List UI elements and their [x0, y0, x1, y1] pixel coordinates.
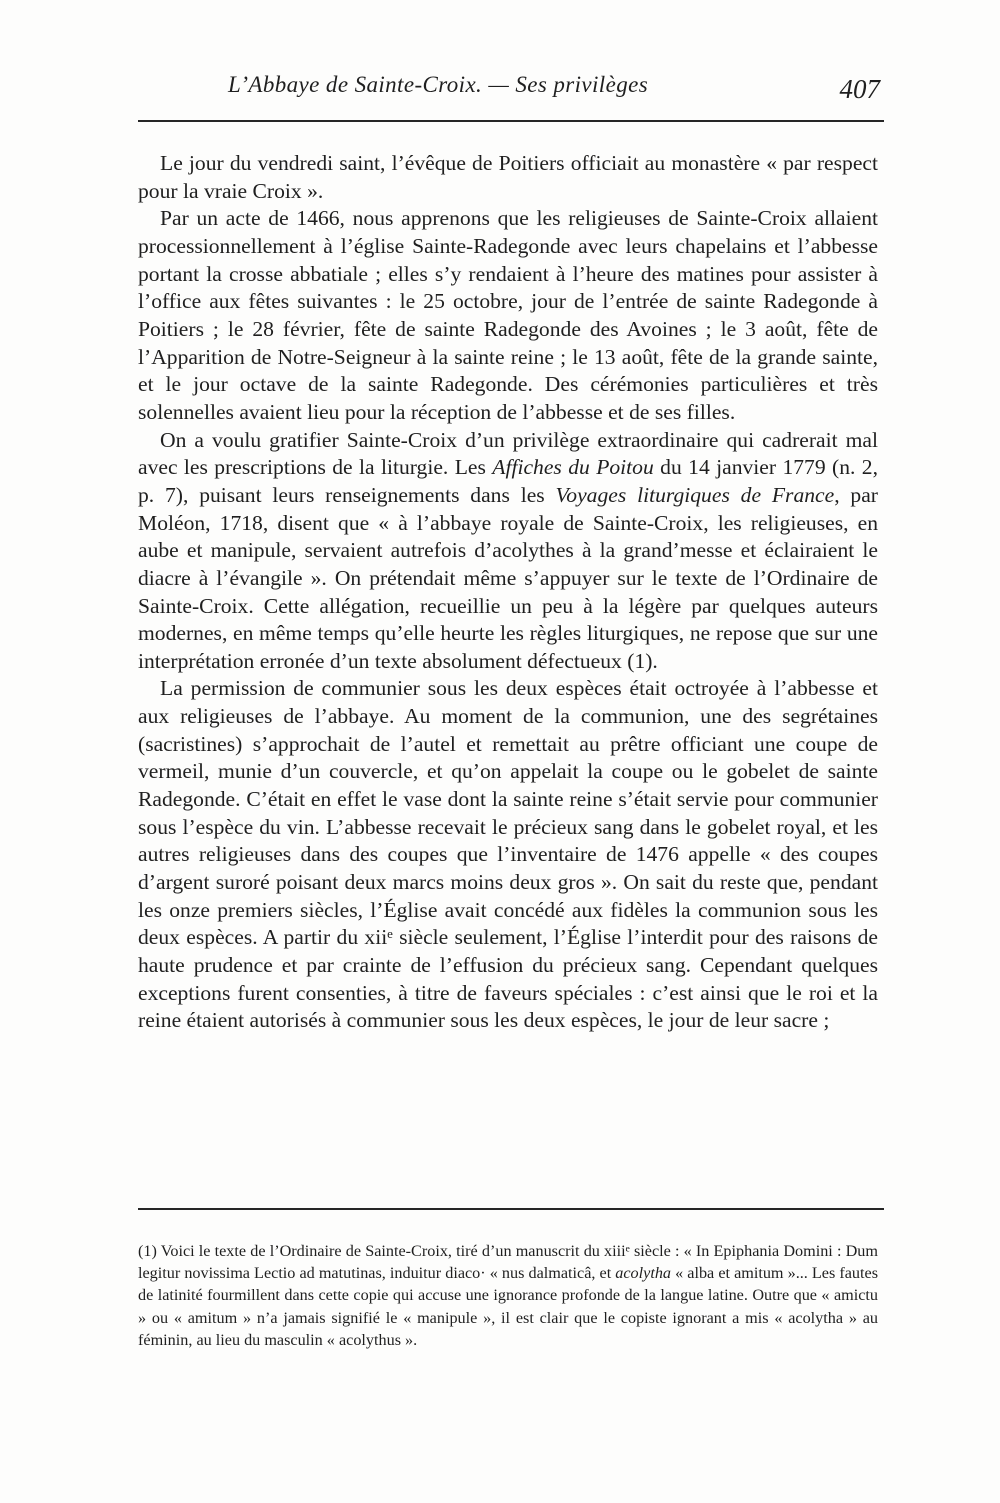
paragraph-4-text: La permission de communier sous les deux espèces était octroyée à l’abbesse et aux religieuses de l’abbaye. Au moment de la communion, une des segrétaines (sacristines) s’approchait de l’autel et remettait au prêtre officiant une coupe de vermeil, munie d’un couvercle, et qu’on appelait la coupe ou le gobelet de sainte Radegonde. C’était en effet le vase dont la sainte reine s’était servie pour communier sous l’espèce du vin. L’abbesse recevait le précieux sang dans le gobelet royal, et les autres religieuses dans des coupes que l’inventaire de 1476 appelle « des coupes d’argent suroré poisant deux marcs moins deux gros ». On sait du reste que, pendant les onze premiers siècles, l’Église avait concédé aux fidèles la communion sous les deux espèces. A partir du xiiᵉ siècle seulement, l’Église l’interdit pour des raisons de haute prudence et par crainte de l’effusion du précieux sang. Cependant quelques exceptions furent consenties, à titre de faveurs spéciales : c’est ainsi que le roi et la reine étaient autorisés à communier sous les deux espèces, le jour de leur sacre ;: [138, 676, 878, 1033]
italic-title-voyages: Voyages liturgiques de France: [555, 482, 835, 507]
paragraph-1-text: Le jour du vendredi saint, l’évêque de Poitiers officiait au monastère « par respect pour la vraie Croix ».: [138, 151, 878, 203]
footnote-rule: [138, 1208, 884, 1210]
paragraph-3-text-a: On a voulu gratifier Sainte-Croix d’un privilège extraordinaire qui cadrerait mal avec les prescriptions de la liturgie. Les: [138, 427, 878, 480]
paragraph-1: [138, 150, 878, 205]
running-title: L’Abbaye de Sainte-Croix. — Ses privilèges: [228, 72, 649, 97]
footnote-paragraph: [138, 1240, 878, 1351]
footnote-italic-word: acolytha: [615, 1264, 672, 1283]
paragraph-2-text: Par un acte de 1466, nous apprenons que les religieuses de Sainte-Croix allaient processionnellement à l’église Sainte-Radegonde avec leurs chapelains et l’abbesse portant la crosse abbatiale ; elles s’y rendaient à l’heure des matines pour assister à l’office aux fêtes suivantes : le 25 octobre, jour de l’entrée de sainte Radegonde à Poitiers ; le 28 février, fête de sainte Radegonde des Avoines ; le 3 août, fête de l’Apparition de Notre-Seigneur à la sainte reine ; le 13 août, fête de la grande sainte, et le jour octave de la sainte Radegonde. Des cérémonies particulières et très solennelles avaient lieu pour la réception de l’abbesse et de ses filles.: [138, 206, 878, 424]
main-text: [138, 150, 878, 1035]
paragraph-3-text-b: du 14 janvier 1779 (n. 2, p. 7), puisant leurs renseignements dans les: [138, 455, 878, 507]
paragraph-4: [138, 675, 878, 1035]
page-number: 407: [839, 74, 880, 104]
paragraph-2: [138, 205, 878, 426]
footnote-text-b: « alba et amitum »... Les fautes de latinité fourmillent dans cette copie qui accuse une ignorance profonde de la langue latine. Outre que « amictu » ou « amitum » n’a jamais signifié le « manipule », il est clair que le copiste ignorant a mis « acolytha » au féminin, au lieu du masculin « acolythus ».: [138, 1264, 879, 1349]
footnote-text-a: (1) Voici le texte de l’Ordinaire de Sainte-Croix, tiré d’un manuscrit du xiiiᵉ siècle : « In Epiphania Domini : Dum legitur novissima Lectio ad matutinas, induitur diaco· « nus dalmaticâ, et: [138, 1242, 878, 1283]
header-rule: [138, 120, 884, 122]
paragraph-3-text-c: , par Moléon, 1718, disent que « à l’abbaye royale de Sainte-Croix, les religieuses, en aube et manipule, servaient autrefois d’acolythes à la grand’messe et éclairaient le diacre à l’évangile ». On prétendait même s’appuyer sur le texte de l’Ordinaire de Sainte-Croix. Cette allégation, recueillie un peu à la légère par quelques auteurs modernes, en même temps qu’elle heurte les règles liturgiques, ne repose que sur une interprétation erronée d’un texte absolument défectueux (1).: [138, 482, 878, 673]
footnote: [138, 1240, 878, 1351]
paragraph-3: [138, 427, 878, 676]
italic-title-affiches: Affiches du Poitou: [492, 455, 654, 480]
running-head: [138, 70, 888, 110]
